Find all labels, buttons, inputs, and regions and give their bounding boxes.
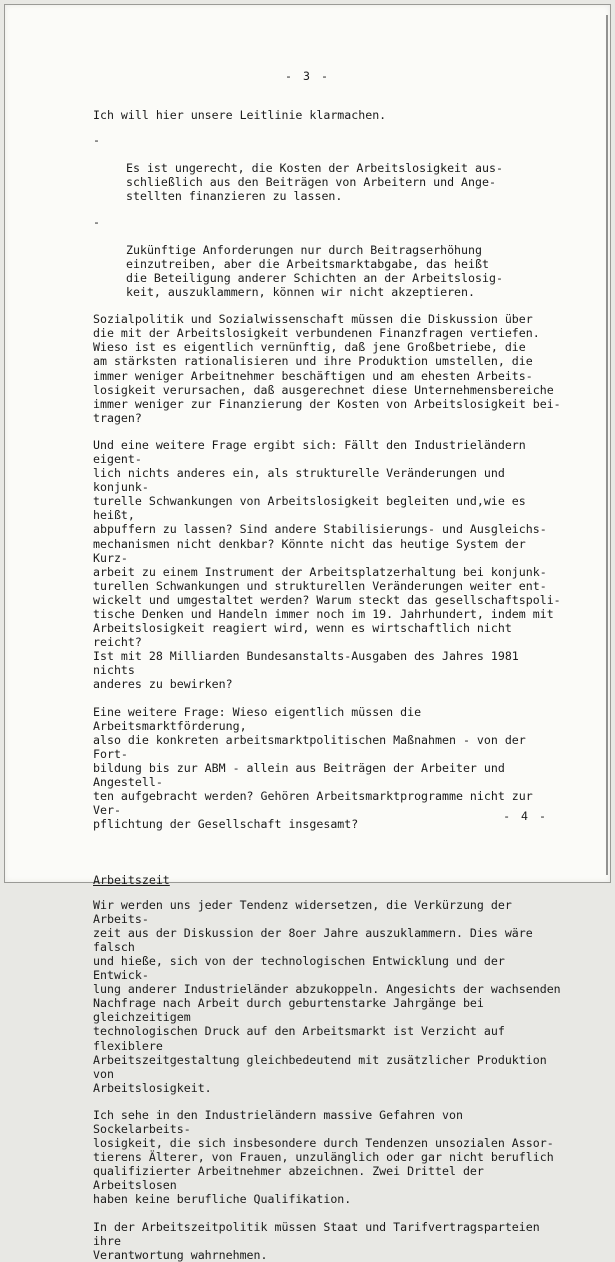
page-number-bottom: - 4 -: [503, 809, 548, 823]
document-body: [93, 108, 565, 1262]
bullet-dash: -: [93, 214, 100, 229]
bullet-text: Es ist ungerecht, die Kosten der Arbeitslosigkeit aus- schließlich aus den Beiträgen von Arbeitern und Ange- stellten finanzieren zu lassen.: [126, 161, 503, 204]
document-page: [4, 4, 611, 1262]
bullet-dash: -: [93, 133, 100, 148]
section-heading-wrap: [93, 858, 565, 886]
page-number-top: - 3 -: [285, 69, 330, 83]
bullet-text: Zukünftige Anforderungen nur durch Beitragserhöhung einzutreiben, aber die Arbeitsmarktabgabe, das heißt die Beteiligung anderer Schichten an der Arbeitslosig- keit, auszuklammern, können wir nicht akzeptieren.: [126, 242, 503, 300]
paragraph: Sozialpolitik und Sozialwissenschaft müssen die Diskussion über die mit der Arbeitslosigkeit verbundenen Finanzfragen vertiefen. Wieso ist es eigentlich vernünftig, daß jene Großbetriebe, die am stärksten rationalisieren und ihre Produktion umstellen, die immer weniger Arbeitnehmer beschäftigen und am ehesten Arbeits- losigkeit verursachen, daß ausgerechnet diese Unternehmensbereiche immer weniger zur Finanzierung der Kosten von Arbeitslosigkeit bei- tragen?: [93, 312, 561, 425]
bullet-item: [93, 215, 565, 300]
section-heading: Arbeitszeit: [93, 872, 170, 887]
section-paragraph: Wir werden uns jeder Tendenz widersetzen, die Verkürzung der Arbeits- zeit aus der Diskussion der 8oer Jahre auszuklammern. Dies wäre falsch und hieße, sich von der technologischen Entwicklung und der Entwick- lung anderer Industrieländer abzukoppeln. Angesichts der wachsenden Nachfrage nach Arbeit durch geburtenstarke Jahrgänge bei gleichzeitigem technologischen Druck auf den Arbeitsmarkt ist Verzicht auf flexiblere Arbeitszeitgestaltung gleichbedeutend mit zusätzlicher Produktion von Arbeitslosigkeit.: [93, 897, 561, 1095]
bullet-item: [93, 133, 565, 203]
section-paragraph: Ich sehe in den Industrieländern massive Gefahren von Sockelarbeits- losigkeit, die sich insbesondere durch Tendenzen unsozialen Assor- tierens Älterer, von Frauen, unzulänglich oder gar nicht beruflich qualifizierter Arbeitnehmer abzeichnen. Zwei Drittel der Arbeitslosen haben keine berufliche Qualifikation.: [93, 1107, 554, 1207]
paragraph: Und eine weitere Frage ergibt sich: Fällt den Industrieländern eigent- lich nichts anderes ein, als strukturelle Veränderungen und konjunk- turelle Schwankungen von Arbeitslosigkeit begleiten und,wie es heißt, abpuffern zu lassen? Sind andere Stabilisierungs- und Ausgleichs- mechanismen nicht denkbar? Könnte nicht das heutige System der Kurz- arbeit zu einem Instrument der Arbeitsplatzerhaltung bei konjunk- turellen Schwankungen und strukturellen Veränderungen weiter ent- wickelt und umgestaltet werden? Warum steckt das gesellschaftspoli- tische Denken und Handeln immer noch im 19. Jahrhundert, indem mit Arbeitslosigkeit reagiert wird, wenn es wirtschaftlich nicht reicht? Ist mit 28 Milliarden Bundesanstalts-Ausgaben des Jahres 1981 nichts anderes zu bewirken?: [93, 437, 561, 692]
page-edge-shadow: [606, 15, 608, 875]
section-paragraph: In der Arbeitszeitpolitik müssen Staat und Tarifvertragsparteien ihre Verantwortung wahrnehmen.: [93, 1219, 540, 1262]
paragraph: Eine weitere Frage: Wieso eigentlich müssen die Arbeitsmarktförderung, also die konkreten arbeitsmarktpolitischen Maßnahmen - von der Fort- bildung bis zur ABM - allein aus Beiträgen der Arbeiter und Angestell- ten aufgebracht werden? Gehören Arbeitsmarktprogramme nicht zur Ver- pflichtung der Gesellschaft insgesamt?: [93, 704, 533, 832]
intro-line: Ich will hier unsere Leitlinie klarmachen.: [93, 108, 387, 122]
